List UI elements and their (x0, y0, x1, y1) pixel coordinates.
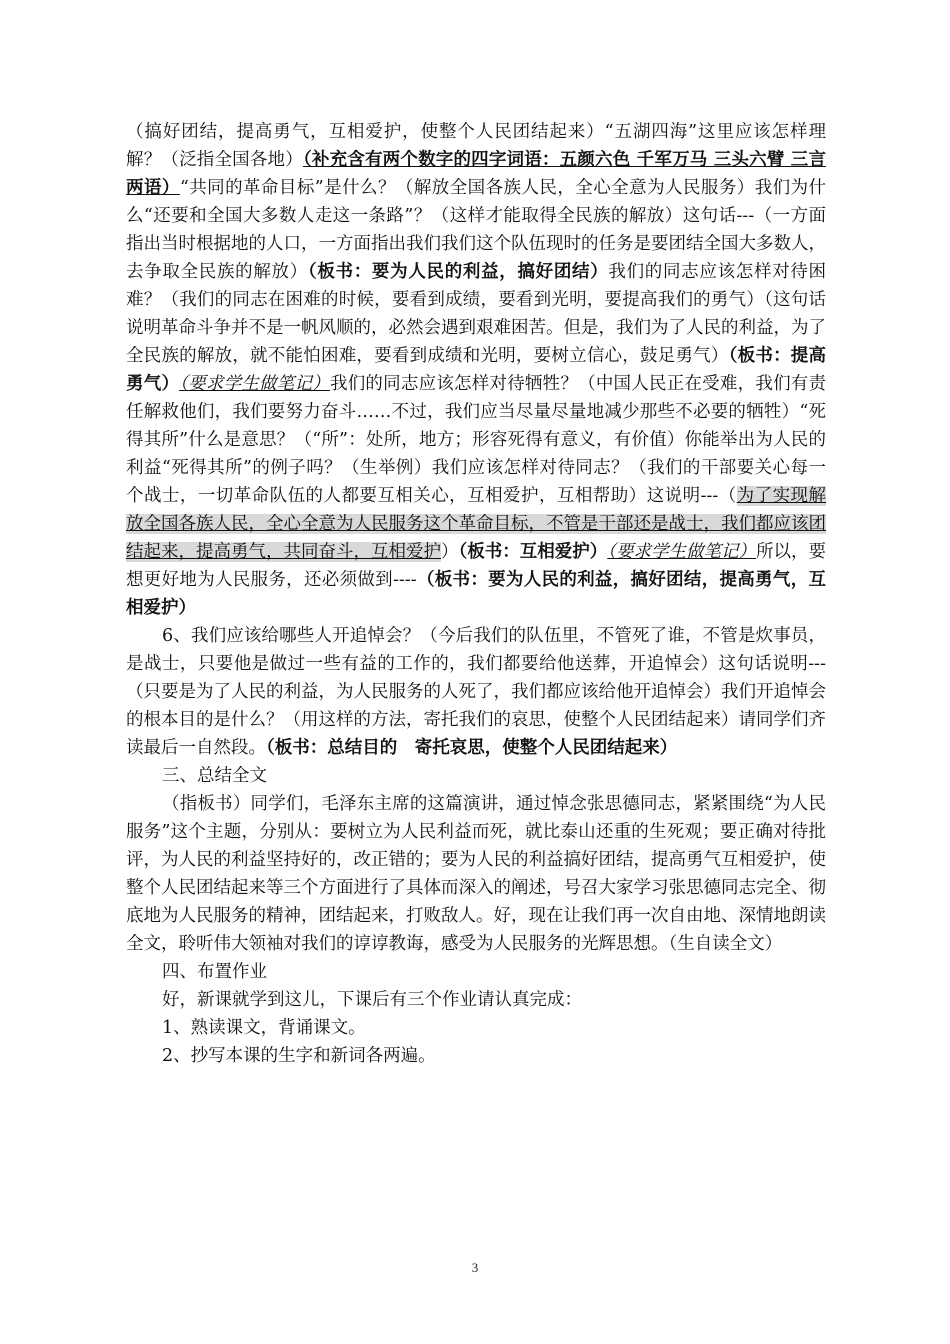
homework-item-2: 2、抄写本课的生字和新词各两遍。 (162, 1046, 436, 1066)
paragraph-summary: （指板书）同学们，毛泽东主席的这篇演讲，通过悼念张思德同志，紧紧围绕“为人民服务”这个主题，分别从：要树立为人民利益而死，就比泰山还重的生死观；要正确对待批评，为人民的利益坚持好的，改正错的；要为人民的利益搞好团结，提高勇气互相爱护，使整个人民团结起来等三个方面进行了具体而深入的阐述，号召大家学习张思德同志完全、彻底地为人民服务的精神，团结起来，打败敌人。好，现在让我们再一次自由地、深情地朗读全文，聆听伟大领袖对我们的谆谆教诲，感受为人民服务的光辉思想。（生自读全文） (126, 794, 826, 954)
text-run: 我们的同志应该怎样对待困难？（我们的同志在困难的时候，要看到成绩，要看到光明，要提高我们的勇气）（这句话说明革命斗争并不是一帆风顺的，必然会遇到艰难困苦。但是，我们为了人民的利益，为了全民族的解放，就不能怕困难，要看到成绩和光明，要树立信心，鼓足勇气） (126, 262, 827, 366)
section-heading-summary: 三、总结全文 (162, 766, 267, 786)
note-taking-reminder: （要求学生做笔记） (179, 374, 330, 394)
text-run: ） (441, 542, 459, 562)
paragraph-memorial-meeting (126, 622, 826, 762)
document-body (126, 118, 826, 1070)
highlighted-text: 为了实现解放全国各族人民，全心全意为人民服务这个革命目标，不管是干部还是战士，我们都应该团结起来，提高勇气，共同奋斗，互相爱护 (126, 486, 826, 562)
board-note-purpose: （板书：总结目的 寄托哀思，使整个人民团结起来） (266, 738, 678, 758)
board-note-unity: （板书：要为人民的利益，搞好团结） (307, 262, 609, 282)
homework-item-1: 1、熟读课文，背诵课文。 (162, 1018, 366, 1038)
text-run: 我们的同志应该怎样对待牺牲？（中国人民正在受难，我们有责任解救他们，我们要努力奋斗……不过，我们应当尽量尽量地减少那些不必要的牺牲）“死得其所”什么是意思？（“所”：处所，地方；形容死得有意义，有价值）你能举出为人民的利益“死得其所”的例子吗？（生举例）我们应该怎样对待同志？（我们的干部要关心每一个战士，一切革命队伍的人都要互相关心，互相爱护，互相帮助）这说明---（ (126, 374, 827, 506)
page-number: 3 (471, 1260, 479, 1275)
board-note-courage: （板书：提高勇气） (126, 346, 827, 394)
text-run: 所以，要想更好地为人民服务，还必须做到---- (126, 542, 826, 590)
text-run: 6、我们应该给哪些人开追悼会？（今后我们的队伍里，不管死了谁，不管是炊事员，是战士，只要他是做过一些有益的工作的，我们都要给他送葬，开追悼会）这句话说明---（只要是为了人民的利益，为人民服务的人死了，我们都应该给他开追悼会）我们开追悼会的根本目的是什么？（用这样的方法，寄托我们的哀思，使整个人民团结起来）请同学们齐读最后一自然段。 (126, 626, 826, 758)
board-note-summary: （板书：要为人民的利益，搞好团结，提高勇气，互相爱护） (126, 570, 827, 618)
paragraph-lesson-discussion (126, 118, 826, 622)
section-heading-homework: 四、布置作业 (162, 962, 267, 982)
note-taking-reminder: （要求学生做笔记） (607, 542, 756, 562)
homework-intro: 好，新课就学到这儿，下课后有三个作业请认真完成： (162, 990, 582, 1010)
text-run: “共同的革命目标”是什么？（解放全国各族人民，全心全意为人民服务）我们为什么“还要和全国大多数人走这一条路”？（这样才能取得全民族的解放）这句话---（一方面指出当时根据地的人口，一方面指出我们我们这个队伍现时的任务是要团结全国大多数人，去争取全民族的解放） (126, 178, 827, 282)
supplement-note: （补充含有两个数字的四字词语：五颜六色 千军万马 三头六臂 三言两语） (126, 150, 827, 198)
board-note-care: （板书：互相爱护） (458, 542, 608, 562)
text-run: （搞好团结，提高勇气，互相爱护，使整个人民团结起来）“五湖四海”这里应该怎样理解？（泛指全国各地） (126, 122, 826, 170)
